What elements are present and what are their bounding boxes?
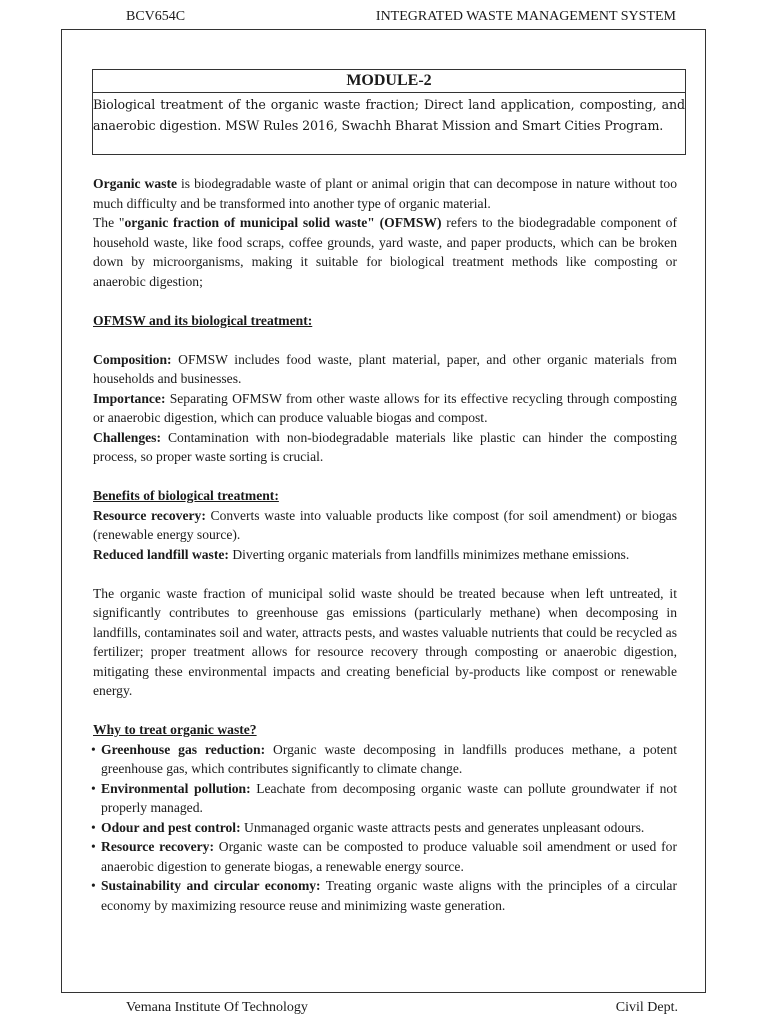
module-box [92,69,686,155]
benefit-item-term: Resource recovery: [93,507,206,523]
ofmsw-definition [93,213,677,291]
ofmsw-item [93,350,677,389]
ofmsw-item-text: OFMSW includes food waste, plant material, paper, and other organic materials from households and businesses. [93,351,677,386]
ofmsw-item [93,389,677,428]
ofmsw-term: organic fraction of municipal solid waste" (OFMSW) [124,215,442,230]
department-name: Civil Dept. [615,1000,678,1015]
list-item-term: Sustainability and circular economy: [101,878,321,893]
document-body [93,174,677,915]
why-list [93,740,677,916]
benefit-item-text: Converts waste into valuable products like compost (for soil amendment) or biogas (renewable energy source). [93,507,677,542]
ofmsw-item-text: Contamination with non-biodegradable materials like plastic can hinder the composting process, so proper waste sorting is crucial. [93,429,677,464]
ofmsw-item [93,428,677,467]
course-title: INTEGRATED WASTE MANAGEMENT SYSTEM [375,9,676,24]
page-footer [126,999,678,1017]
benefit-item [93,506,677,545]
list-item [93,837,677,876]
why-section-heading: Why to treat organic waste? [93,722,257,737]
page-header [126,8,676,26]
list-item-text: Leachate from decomposing organic waste can pollute groundwater if not properly managed. [101,780,678,815]
organic-waste-text: is biodegradable waste of plant or animal origin that can decompose in nature without too much difficulty and be transformed into another type of organic material. [93,176,677,211]
ofmsw-item-term: Challenges: [93,429,161,445]
list-item-term: Greenhouse gas reduction: [101,741,266,757]
benefit-item-text: Diverting organic materials from landfills minimizes methane emissions. [228,546,630,562]
course-code: BCV654C [126,9,186,24]
bullet-icon: • [91,780,96,796]
list-item [93,779,677,818]
ofmsw-item-text: Separating OFMSW from other waste allows for its effective recycling through composting or anaerobic digestion, which can produce valuable biogas and compost. [93,390,677,425]
ofmsw-item-term: Importance: [93,390,166,406]
bullet-icon: • [91,839,96,854]
benefits-section-heading: Benefits of biological treatment: [93,488,279,503]
organic-waste-definition [93,174,677,213]
list-item [93,876,677,915]
list-item-term: Environmental pollution: [101,780,251,796]
list-item-term: Resource recovery: [101,839,214,854]
organic-waste-term: Organic waste [93,176,178,191]
list-item [93,740,677,779]
benefit-item [93,545,677,565]
list-item-text: Organic waste decomposing in landfills produces methane, a potent greenhouse gas, which contributes significantly to climate change. [101,741,678,776]
list-item-text: Organic waste can be composted to produce valuable soil amendment or used for anaerobic digestion to generate biogas, a renewable energy source. [101,839,677,874]
bullet-icon: • [91,819,96,835]
ofmsw-prefix: The " [93,215,125,230]
list-item [93,818,677,838]
ofmsw-item-term: Composition: [93,351,172,367]
treatment-paragraph: The organic waste fraction of municipal solid waste should be treated because when left untreated, it significantly contributes to greenhouse gas emissions (particularly methane) when decomposing in landfills, contaminates soil and water, attracts pests, and wastes valuable nutrients that could be recycled as fertilizer; proper treatment allows for resource recovery through composting or anaerobic digestion, mitigating these environmental impacts and creating beneficial by-products like compost or renewable energy. [93,585,677,698]
benefit-item-term: Reduced landfill waste: [93,546,229,562]
bullet-icon: • [91,878,96,893]
ofmsw-text: refers to the biodegradable component of household waste, like food scraps, coffee grounds, yard waste, and paper products, which can be broken down by microorganisms, making it suitable for biological treatment methods like composting or anaerobic digestion; [93,215,677,289]
bullet-icon: • [91,741,96,757]
institute-name: Vemana Institute Of Technology [126,1000,308,1015]
module-title: MODULE-2 [93,70,685,93]
module-description: Biological treatment of the organic waste fraction; Direct land application, composting, and anaerobic digestion. MSW Rules 2016, Swachh Bharat Mission and Smart Cities Program. [93,97,685,133]
list-item-term: Odour and pest control: [101,819,241,835]
list-item-text: Treating organic waste aligns with the principles of a circular economy by maximizing resource reuse and minimizing waste generation. [101,878,677,913]
list-item-text: Unmanaged organic waste attracts pests and generates unpleasant odours. [240,819,645,835]
ofmsw-section-heading: OFMSW and its biological treatment: [93,312,313,328]
